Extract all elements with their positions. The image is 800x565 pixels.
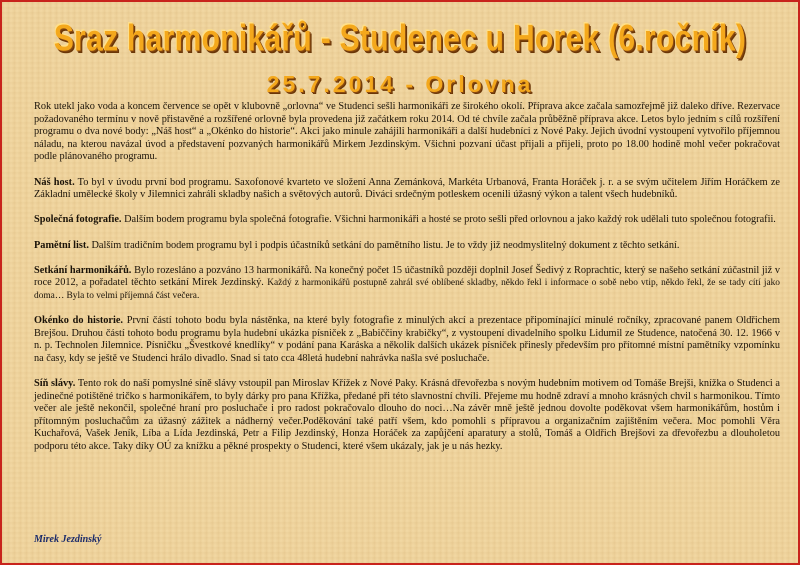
section-list-heading: Pamětní list. [34, 239, 89, 251]
section-fame-text: Tento rok do naší pomyslné síně slávy vstoupil pan Miroslav Křížek z Nové Paky. Krásná dřevořezba s novým hudebním motivem od Tomáše Brejši, knížka o Studenci a jedinečné potištěné tričko s harmonikářem, to byly dárky pro pana Křížka, předané při této slavnostní chvíli. Přejeme mu hodně zdraví a mnoho krásných chvil s harmonikou. Tímto večer ale ještě nekončil, společné hraní pro posluchače i pro radost pokračovalo dlouho do noci…Na závěr mně ještě jednou dovolte poděkovat všem harmonikářům, hostům i přítomným posluchačům za úžasný zážitek a nádherný večer.Poděkování také patří všem, kdo pomohli s přípravou a organizačním zajištěním večera. Moc pomohli Věra Kuchařová, Vašek Jeník, Líba a Lída Jezdinská, Petr a Filip Jezdinský, Honza Horáček za zapůjčení aparatury a stolů, Tomáš a Oldřich Brejšovi za dřevořezbu a dlouholetou podporu této akce. Taky díky OÚ za knížku a pěkné prospekty o Studenci, které všem ukázaly, jak je u nás hezky. [34, 378, 780, 453]
section-list [34, 240, 780, 253]
intro-paragraph: Rok utekl jako voda a koncem července se opět v klubovně „orlovna“ ve Studenci sešli harmonikáři ze širokého okolí. Příprava akce začala samozřejmě již daleko dříve. Rezervace požadovaného termínu v nově přistavěné a rozšířené orlovně byla provedena již začátkem roku 2014. Od té chvíle začala průběžně příprava akce. Letos bylo jedním s cílů rozšíření programu o dva nové body: „Náš host“ a „Okénko do historie“. Akci jako minule zahájili harmonikáři a další hudebníci z Nové Paky. Jejich úvodní vystoupení vytvořilo příjemnou náladu, na kterou navázal úvod a představení pozvaných harmonikářů Mirkem Jezdinským. Všichni pozvaní účast přijali a přijeli, proto po 18.00 hodině mohl večer pokračovat podle plánovaného programu. [34, 101, 780, 163]
section-host-heading: Náš host. [34, 176, 75, 188]
section-meeting [34, 265, 780, 303]
section-meeting-text: Bylo rozesláno a pozváno 13 harmonikářů. Na konečný počet 15 účastníků později doplnil Josef Šedivý z Roprachtic, který se našeho setkání zúčastnil již v roce 2012, a pořadatel těchto setkání Mirek Jezdinský. [34, 264, 780, 289]
section-history-text: První částí tohoto bodu byla nástěnka, na které byly fotografie z minulých akcí a prezentace připomínající minulé ročníky, zpracované panem Oldřichem Brejšou. Druhou částí tohoto bodu programu byla hudební ukázka písniček z „Babiččiny krabičky“, z vystoupení divadelního spolku Lidumil ze Studence, natočená 30. 12. 1966 v n. p. Technolen Jilemnice. Písničku „Švestkové knedlíky“ v podání pana Karáska a několik dalších ukázek písniček přinesly především pro přítomné místní pamětníky vzpomínku na časy, kdy se ještě ve Studenci hrálo divadlo. Snad si tato cca 48letá hudební nahrávka našla své posluchače. [34, 315, 780, 364]
section-history [34, 315, 780, 365]
section-photo-text: Dalším bodem programu byla společná fotografie. Všichni harmonikáři a hosté se proto sešli před orlovnou a jako každý rok udělali tuto společnou fotografii. [124, 214, 776, 226]
section-host [34, 177, 780, 202]
section-fame [34, 378, 780, 454]
section-meeting-text-small: Každý z harmonikářů postupně zahrál své oblíbené skladby, někdo řekl i informace o sobě nebo vtip, někdo řekl, že se tady cítí jako doma… Byla to velmi příjemná část večera. [34, 278, 780, 301]
section-history-heading: Okénko do historie. [34, 315, 123, 327]
section-photo [34, 214, 780, 227]
article-body [34, 101, 780, 466]
section-photo-heading: Společná fotografie. [34, 214, 122, 226]
section-host-text: To byl v úvodu první bod programu. Saxofonové kvarteto ve složení Anna Zemánková, Markéta Urbanová, Franta Horáček j. r. a se svým učitelem Jiřím Horáčkem ze Základní umělecké školy v Jilemnici zahráli skladby našich a světových autorů. Diváci srdečným potleskem ocenili úžasný výkon a talent všech hudebníků. [34, 176, 780, 201]
page-title: Sraz harmonikářů - Studenec u Horek (6.ročník) [53, 17, 747, 59]
page-subtitle: 25.7.2014 - Orlovna [266, 71, 534, 97]
section-fame-heading: Síň slávy. [34, 378, 76, 390]
section-list-text: Dalším tradičním bodem programu byl i podpis účastníků setkání do pamětního listu. Je to vždy již neodmyslitelný dokument z těchto setkání. [91, 239, 680, 251]
author-signature: Mirek Jezdinský [34, 534, 102, 545]
section-meeting-heading: Setkání harmonikářů. [34, 264, 132, 276]
